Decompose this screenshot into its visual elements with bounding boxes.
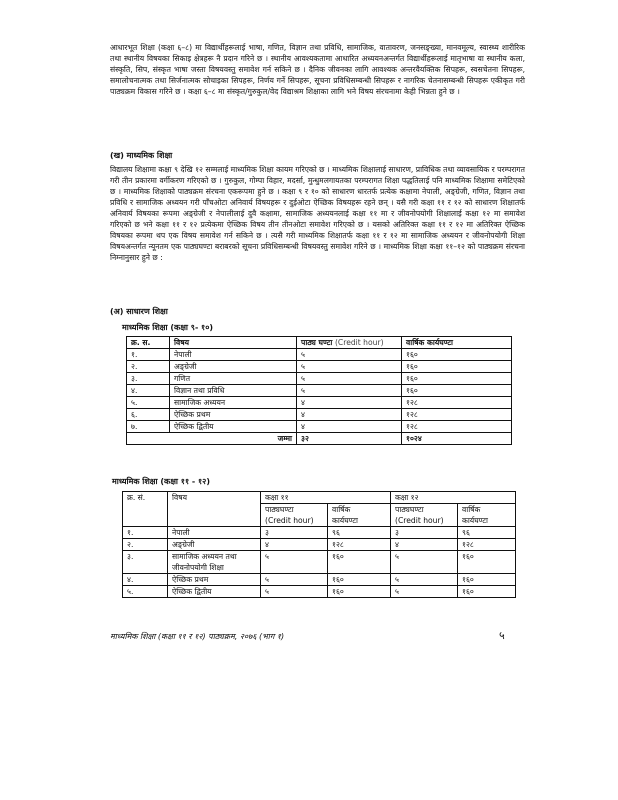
page-number: ५ [499,629,505,642]
cell-subject: अङ्ग्रेजी [170,361,297,373]
table-row [127,361,512,373]
intro-paragraph: आधारभूत शिक्षा (कक्षा ६–८) मा विद्यार्थीहरूलाई भाषा, गणित, विज्ञान तथा प्रविधि, सामाजिक, वातावरण, जनसङ्ख्या, मानवमूल्य, स्वास्थ्य शारीरिक तथा स्थानीय विषयका सिकाइ क्षेत्रहरू नै प्रदान गरिने छ । स्थानीय आवश्यकतामा आधारित अध्ययनअन्तर्गत विद्यार्थीहरूलाई मातृभाषा वा स्थानीय कला, संस्कृति, सिप, संस्कृत भाषा जस्ता विषयवस्तु समावेश गर्न सकिने छ । दैनिक जीवनका लागि आवश्यक अन्तरवैयक्तिक सिपहरू, स्वसचेतना सिपहरू, समालोचनात्मक तथा सिर्जनात्मक सोचाइका सिपहरू, निर्णय गर्ने सिपहरू, सूचना प्रविधिसम्बन्धी सिपहरू र नागरिक चेतनासम्बन्धी सिपहरू एकीकृत गरी पाठ्यक्रम विकास गरिने छ । कक्षा ६–८ मा संस्कृत/गुरुकुल/वेद विद्याश्रम शिक्षाका लागि भने विषय संरचनामा केही भिन्नता हुने छ । [110,43,525,96]
table-row [127,385,512,397]
cell-annual-12: ९६ [458,527,516,539]
secondary-education-paragraph: विद्यालय शिक्षामा कक्षा ९ देखि १२ सम्मलाई माध्यमिक शिक्षा कायम गरिएको छ । माध्यमिक शिक्षालाई साधारण, प्राविधिक तथा व्यावसायिक र परम्परागत गरी तीन प्रकारमा वर्गीकरण गरिएको छ । गुरुकुल, गोम्पा विहार, मदर्सा, मुन्धुमलगायतका परम्परागत शिक्षा पद्धतिलाई पनि माध्यमिक शिक्षामा समेटिएको छ । माध्यमिक शिक्षाको पाठ्यक्रम संरचना एकरूपमा हुने छ । कक्षा ९ र १० को साधारण धारतर्फ प्रत्येक कक्षामा नेपाली, अङ्ग्रेजी, गणित, विज्ञान तथा प्रविधि र सामाजिक अध्ययन गरी पाँचओटा अनिवार्य विषयहरू र दुईओटा ऐच्छिक विषयहरू रहने छन् । यसै गरी कक्षा ११ र १२ को साधारण शिक्षातर्फ अनिवार्य विषयका रूपमा अङ्ग्रेजी र नेपालीलाई दुवै कक्षामा, सामाजिक अध्ययनलाई कक्षा ११ मा र जीवनोपयोगी शिक्षालाई कक्षा १२ मा समावेश गरिएको छ भने कक्षा ११ र १२ प्रत्येकमा ऐच्छिक विषय तीन तीनओटा समावेश गरिएको छ । यसको अतिरिक्त कक्षा ११ र १२ मा अतिरिक्त ऐच्छिक विषयका रूपमा थप एक विषय समावेश गर्न सकिने छ । त्यसै गरी माध्यमिक शिक्षातर्फ कक्षा ११ र १२ मा सामाजिक अध्ययन र जीवनोपयोगी शिक्षा विषयअन्तर्गत न्यूनतम एक पाठ्यघण्टा बराबरको सूचना प्रविधिसम्बन्धी विषयवस्तु समावेश गरिने छ । माध्यमिक शिक्षा कक्षा ११–१२ को पाठ्यक्रम संरचना निम्नानुसार हुने छ : [110,165,525,262]
cell-subject: ऐच्छिक प्रथम [168,574,261,586]
table-row [127,409,512,421]
cell-subject: गणित [170,373,297,385]
cell-annual-12: १२८ [458,539,516,551]
cell-annual: १६० [402,361,512,373]
cell-sn: ६. [127,409,170,421]
table-row [127,349,512,361]
cell-annual: १६० [402,349,512,361]
cell-credit: ५ [297,361,402,373]
cell-subject: ऐच्छिक द्वितीय [168,586,261,598]
header-subject: विषय [168,492,261,527]
cell-annual: १२८ [402,409,512,421]
cell-annual-11: १६० [328,574,391,586]
period-label: पाठ्यघण्टा [265,505,294,514]
table2-caption: माध्यमिक शिक्षा (कक्षा ११ - १२) [112,477,210,486]
table-row [123,574,516,586]
cell-credit: ५ [297,349,402,361]
cell-sn: २. [123,539,168,551]
cell-sn: ३. [127,373,170,385]
cell-credit-12: ३ [391,527,458,539]
cell-credit: ४ [297,421,402,433]
cell-credit-11: ५ [261,574,328,586]
cell-subject: अङ्ग्रेजी [168,539,261,551]
header-class-12: कक्षा १२ [391,492,516,504]
cell-subject: विज्ञान तथा प्रविधि [170,385,297,397]
credit-label: (Credit hour) [395,516,444,525]
cell-sn: ३. [123,551,168,574]
cell-credit-12: ४ [391,539,458,551]
cell-credit-11: ३ [261,527,328,539]
header-credit-hour [297,337,402,349]
cell-sn: ४. [127,385,170,397]
cell-sn: १. [123,527,168,539]
table-row [123,539,516,551]
cell-credit: ५ [297,373,402,385]
table-header-row [127,337,512,349]
page-footer: माध्यमिक शिक्षा (कक्षा ११ र १२) पाठ्यक्रम, २०७६ (भाग १) [110,632,285,641]
cell-sn: ४. [123,574,168,586]
cell-sn: ५. [127,397,170,409]
annual-label-a: वार्षिक [462,505,481,514]
credit-label: (Credit hour) [265,516,314,525]
period-label: पाठ्यघण्टा [395,505,424,514]
cell-credit-11: ५ [261,551,328,574]
cell-credit: ५ [297,385,402,397]
cell-credit-12: ५ [391,574,458,586]
header-sn: क्र. स. [127,337,170,349]
cell-annual: १६० [402,373,512,385]
cell-annual-11: १२८ [328,539,391,551]
header-period-label: पाठ्य घण्टा [301,338,333,347]
cell-credit: ४ [297,409,402,421]
cell-annual-12: १६० [458,551,516,574]
cell-sn: ५. [123,586,168,598]
total-label: जम्मा [127,433,297,445]
table-header-row [123,492,516,504]
table-row [123,586,516,598]
header-sn: क्र. सं. [123,492,168,527]
cell-annual: १६० [402,385,512,397]
cell-sn: ७. [127,421,170,433]
annual-label-a: वार्षिक [332,505,351,514]
cell-annual-11: ९६ [328,527,391,539]
section-heading-secondary: (ख) माध्यमिक शिक्षा [110,151,173,160]
cell-annual: १२८ [402,421,512,433]
cell-annual: १२८ [402,397,512,409]
header-subject: विषय [170,337,297,349]
table-class-11-12 [122,491,516,598]
table-row [123,551,516,574]
cell-credit-11: ५ [261,586,328,598]
table-row [127,373,512,385]
cell-annual-11: १६० [328,551,391,574]
header-credit-12 [391,504,458,527]
table-row [123,527,516,539]
header-annual-12 [458,504,516,527]
header-annual-hours: वार्षिक कार्यघण्टा [402,337,512,349]
total-credit-hours: ३२ [297,433,402,445]
header-annual-11 [328,504,391,527]
cell-annual-12: १६० [458,586,516,598]
cell-credit-12: ५ [391,551,458,574]
header-credit-label: (Credit hour) [334,338,384,347]
cell-sn: १. [127,349,170,361]
cell-annual-11: १६० [328,586,391,598]
cell-credit-11: ४ [261,539,328,551]
header-credit-11 [261,504,328,527]
annual-label-b: कार्यघण्टा [462,516,489,525]
cell-subject: सामाजिक अध्ययन [170,397,297,409]
section-heading-general: (अ) साधारण शिक्षा [110,307,168,316]
cell-sn: २. [127,361,170,373]
cell-subject: नेपाली [168,527,261,539]
table1-caption: माध्यमिक शिक्षा (कक्षा ९- १०) [122,323,214,332]
cell-subject: ऐच्छिक प्रथम [170,409,297,421]
table-class-9-10 [126,336,512,445]
header-class-11: कक्षा ११ [261,492,391,504]
annual-label-b: कार्यघण्टा [332,516,359,525]
table-total-row [127,433,512,445]
total-annual-hours: १०२४ [402,433,512,445]
cell-subject: ऐच्छिक द्वितीय [170,421,297,433]
table-row [127,397,512,409]
cell-annual-12: १६० [458,574,516,586]
table-row [127,421,512,433]
cell-credit-12: ५ [391,586,458,598]
cell-subject: सामाजिक अध्ययन तथा जीवनोपयोगी शिक्षा [168,551,261,574]
cell-credit: ४ [297,397,402,409]
cell-subject: नेपाली [170,349,297,361]
